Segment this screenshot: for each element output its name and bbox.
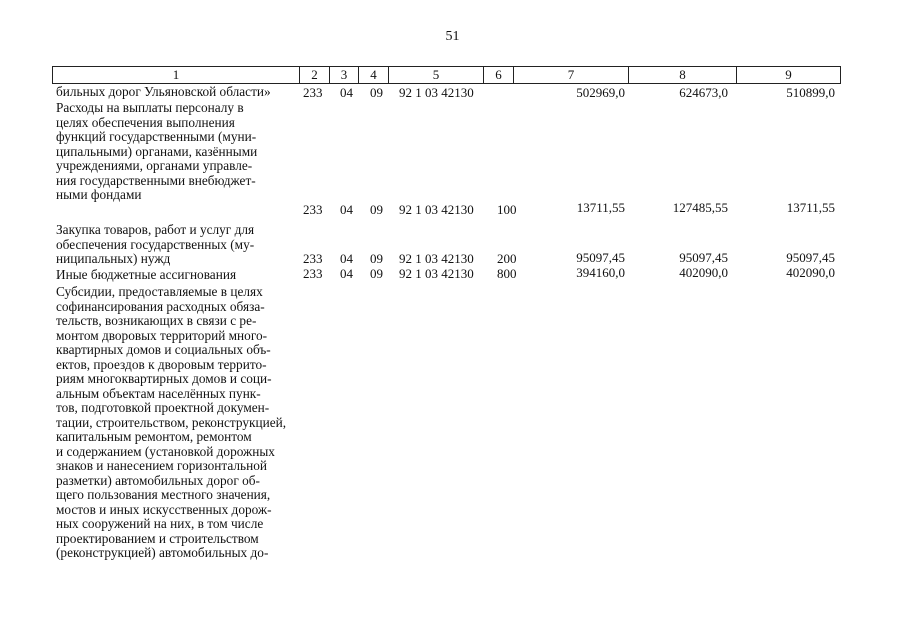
cell-col-5: 92 1 03 42130 <box>399 251 474 266</box>
desc-line: (реконструкцией) автомобильных до- <box>56 545 269 560</box>
desc-line: ными фондами <box>56 187 142 202</box>
header-col-8: 8 <box>628 67 736 83</box>
cell-col-7: 394160,0 <box>576 265 625 280</box>
desc-line: ектов, проездов к дворовым террито- <box>56 356 267 372</box>
row-2-description <box>56 101 298 203</box>
desc-line: капитальным ремонтом, ремонтом <box>56 429 252 444</box>
row-5-description <box>56 285 298 561</box>
desc-line: Расходы на выплаты персоналу в <box>56 100 244 115</box>
cell-col-5: 92 1 03 42130 <box>399 85 474 100</box>
cell-col-4: 09 <box>370 266 383 281</box>
cell-col-6: 200 <box>497 251 517 266</box>
cell-col-9: 402090,0 <box>786 265 835 280</box>
cell-col-7: 502969,0 <box>576 85 625 100</box>
desc-line: ных сооружений на них, в том числе <box>56 516 264 531</box>
cell-col-6: 100 <box>497 202 517 217</box>
desc-line: знаков и нанесением горизонтальной <box>56 458 267 473</box>
cell-col-9: 95097,45 <box>786 250 835 265</box>
desc-line: ния государственными внебюджет- <box>56 172 256 188</box>
desc-line: альным объектам населённых пунк- <box>56 385 261 401</box>
header-col-1: 1 <box>172 67 180 82</box>
cell-col-2: 233 <box>303 266 323 281</box>
desc-line: софинансирования расходных обяза- <box>56 298 265 314</box>
desc-line: щего пользования местного значения, <box>56 487 271 502</box>
cell-col-5: 92 1 03 42130 <box>399 202 474 217</box>
desc-line: целях обеспечения выполнения <box>56 114 235 130</box>
cell-col-8: 127485,55 <box>672 200 728 215</box>
row-1-description <box>56 85 298 100</box>
desc-line: квартирных домов и социальных объ- <box>56 342 271 357</box>
desc-line: ципальными) органами, казёнными <box>56 143 258 159</box>
desc-line: обеспечения государственных (му- <box>56 236 255 252</box>
desc-line: Иные бюджетные ассигнования <box>56 267 237 282</box>
cell-col-5: 92 1 03 42130 <box>399 266 474 281</box>
header-col-4: 4 <box>358 67 388 83</box>
desc-line: риям многоквартирных домов и соци- <box>56 371 272 386</box>
desc-line: мостов и иных искусственных дорож- <box>56 501 272 517</box>
desc-line: монтом дворовых территорий много- <box>56 327 268 343</box>
cell-col-2: 233 <box>303 202 323 217</box>
table-header-row <box>52 66 841 84</box>
desc-line: и содержанием (установкой дорожных <box>56 443 275 459</box>
cell-col-4: 09 <box>370 202 383 217</box>
cell-col-8: 402090,0 <box>679 265 728 280</box>
desc-line: Закупка товаров, работ и услуг для <box>56 222 255 237</box>
page-number: 51 <box>445 29 460 44</box>
header-col-3: 3 <box>329 67 358 83</box>
header-col-5: 5 <box>388 67 483 83</box>
header-col-7: 7 <box>513 67 628 83</box>
cell-col-3: 04 <box>340 202 353 217</box>
cell-col-8: 624673,0 <box>679 85 728 100</box>
cell-col-2: 233 <box>303 85 323 100</box>
header-col-6: 6 <box>483 67 513 83</box>
desc-line: разметки) автомобильных дорог об- <box>56 472 260 488</box>
cell-col-7: 13711,55 <box>576 200 625 215</box>
desc-line: тов, подготовкой проектной докумен- <box>56 400 270 415</box>
row-4-description <box>56 268 298 283</box>
header-col-2: 2 <box>299 67 329 83</box>
cell-col-8: 95097,45 <box>679 250 728 265</box>
desc-line: тельств, возникающих в связи с ре- <box>56 313 257 328</box>
cell-col-3: 04 <box>340 85 353 100</box>
cell-col-9: 510899,0 <box>786 85 835 100</box>
header-col-9: 9 <box>736 67 840 83</box>
desc-line: тации, строительством, реконструкцией, <box>56 414 287 430</box>
cell-col-7: 95097,45 <box>576 250 625 265</box>
desc-line: функций государственными (муни- <box>56 129 257 144</box>
desc-line: ниципальных) нужд <box>56 251 171 266</box>
row-3-description <box>56 223 298 267</box>
cell-col-4: 09 <box>370 85 383 100</box>
desc-line: проектированием и строительством <box>56 530 259 546</box>
desc-line: Субсидии, предоставляемые в целях <box>56 284 263 299</box>
cell-col-6: 800 <box>497 266 517 281</box>
cell-col-3: 04 <box>340 251 353 266</box>
desc-line: учреждениями, органами управле- <box>56 158 253 173</box>
desc-line: бильных дорог Ульяновской области» <box>56 84 271 99</box>
cell-col-2: 233 <box>303 251 323 266</box>
cell-col-4: 09 <box>370 251 383 266</box>
cell-col-9: 13711,55 <box>786 200 835 215</box>
cell-col-3: 04 <box>340 266 353 281</box>
